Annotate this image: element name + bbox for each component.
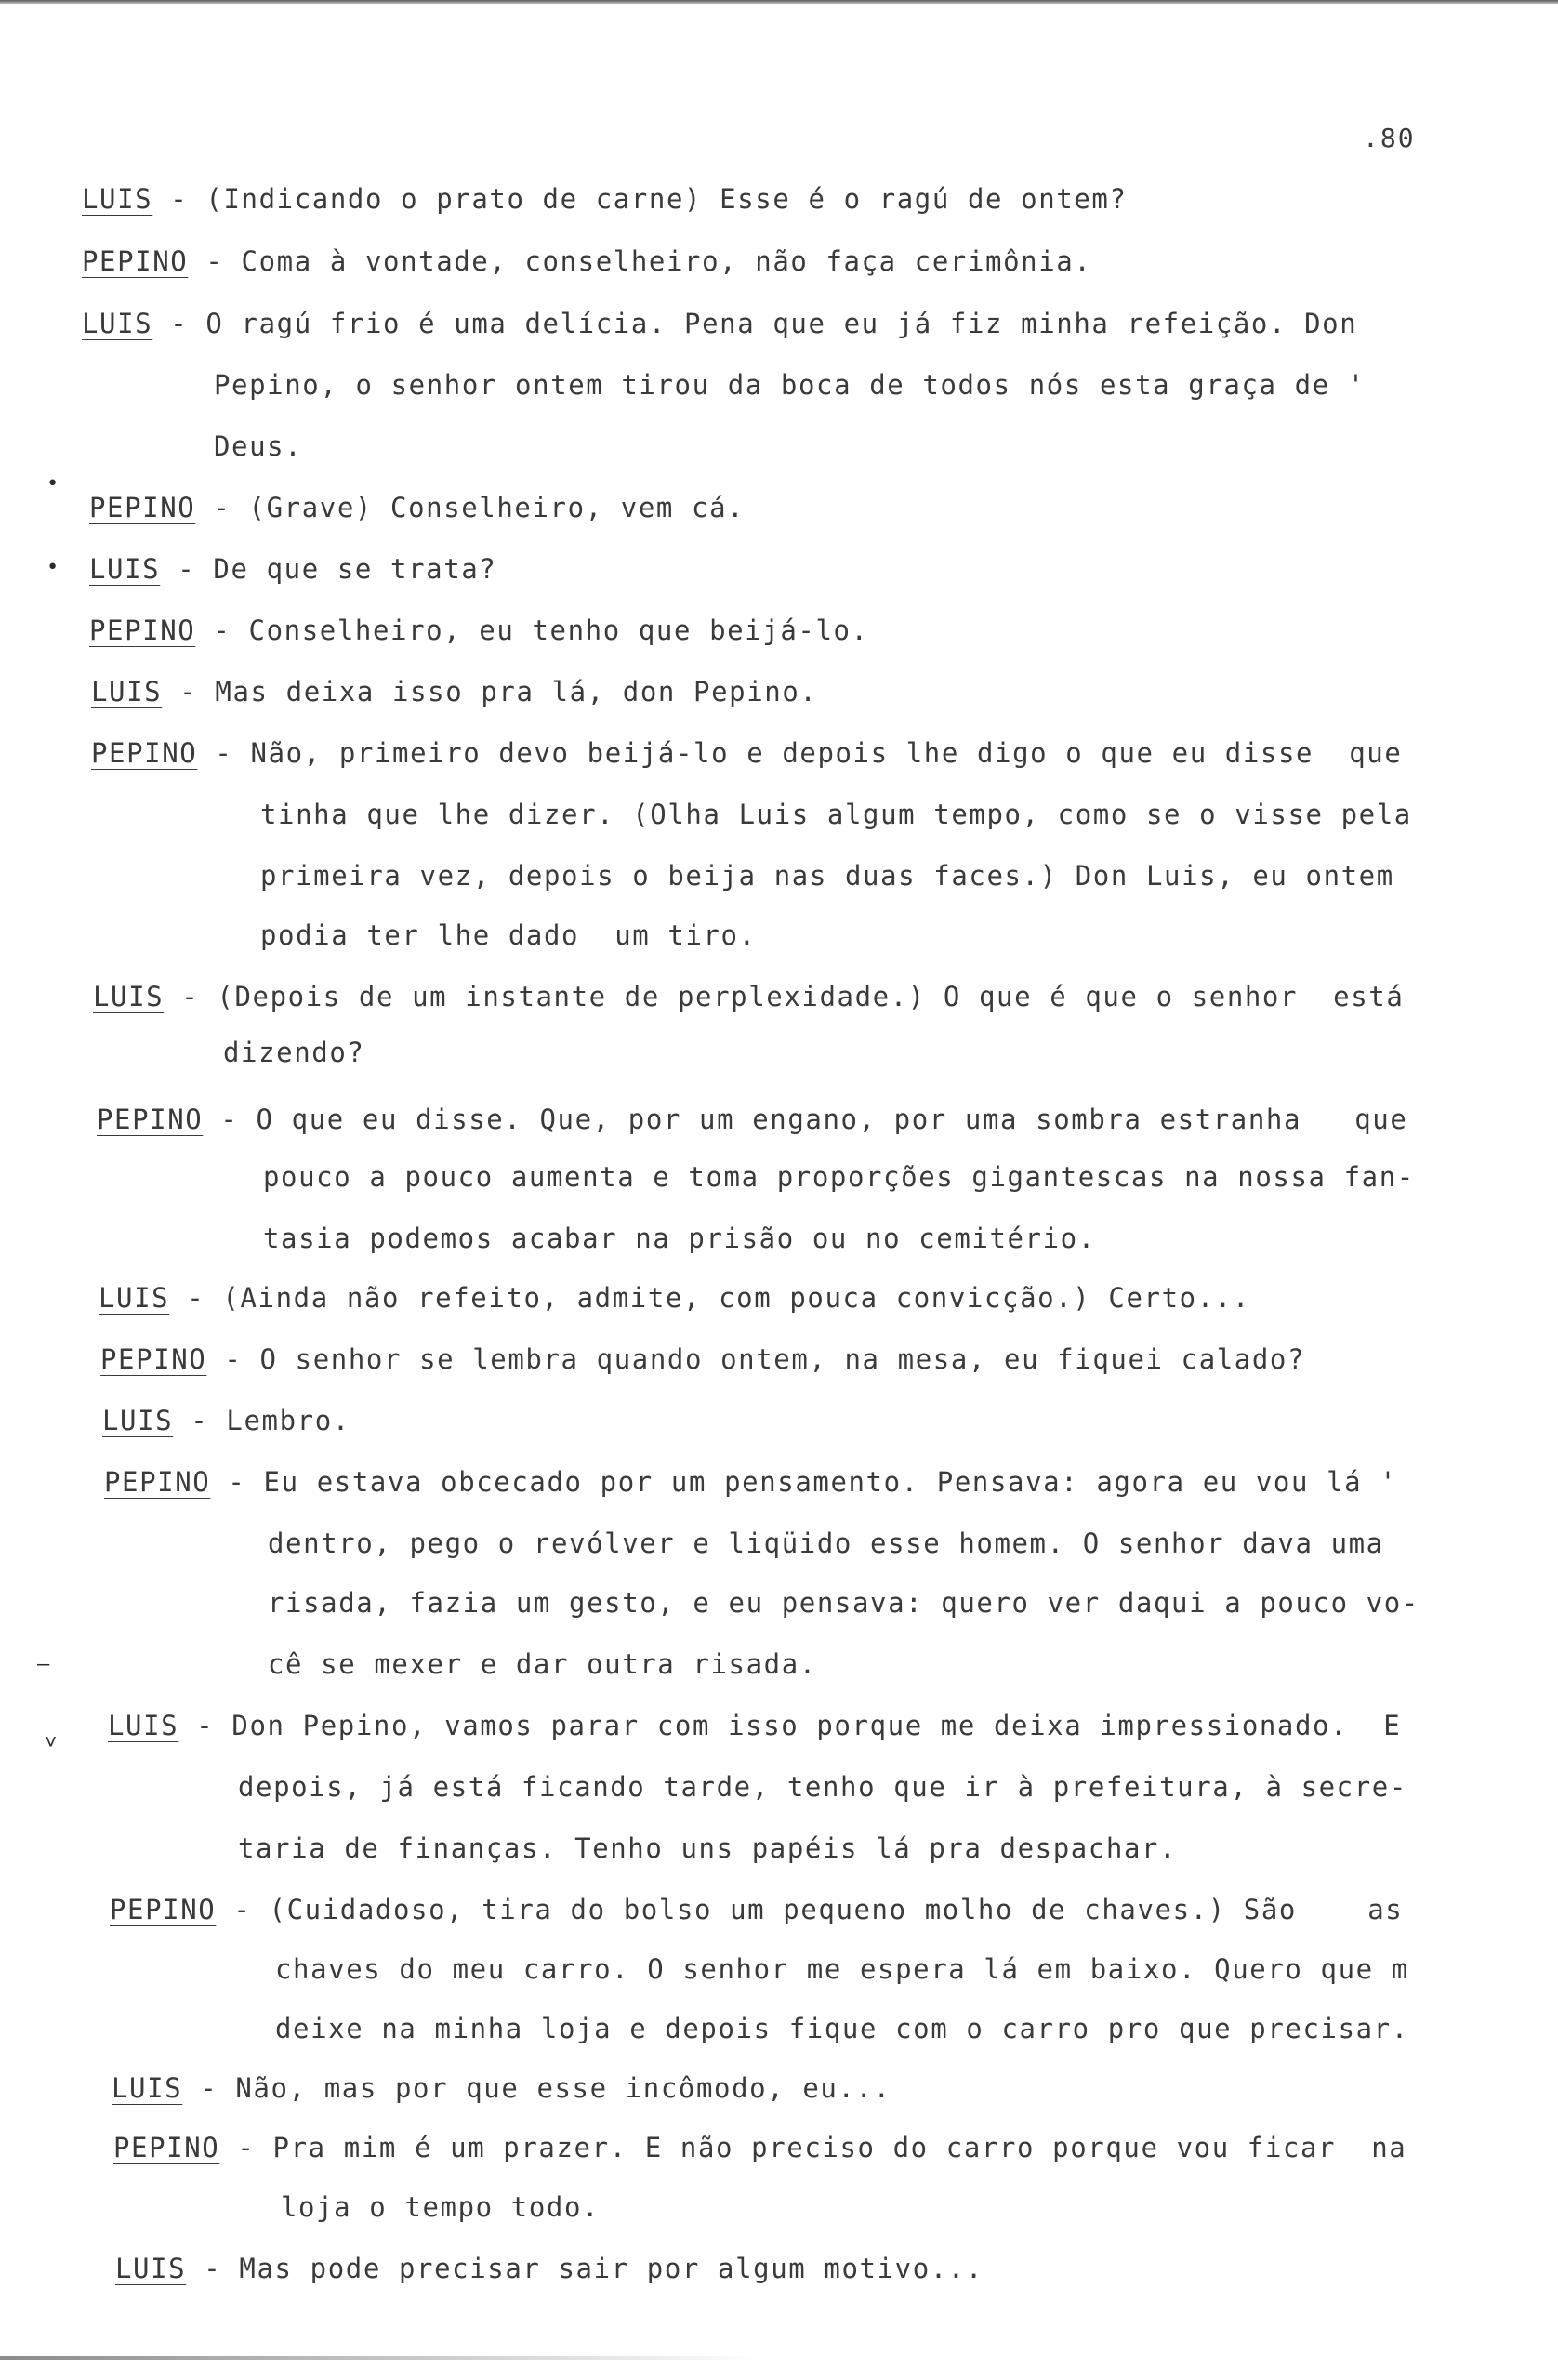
line-text: - (Grave) Conselheiro, vem cá. <box>195 492 746 523</box>
dialogue-line <box>281 2191 601 2223</box>
line-text: - Lembro. <box>173 1405 350 1436</box>
line-text: cê se mexer e dar outra risada. <box>268 1648 817 1680</box>
speaker-name: PEPINO <box>89 615 196 646</box>
dialogue-line <box>275 1953 1409 1985</box>
page-number: .80 <box>1363 123 1416 153</box>
speaker-name: LUIS <box>102 1405 174 1436</box>
line-text: - O ragú frio é uma delícia. Pena que eu já fiz minha refeição. Don <box>152 308 1358 339</box>
line-text: - De que se trata? <box>160 553 497 585</box>
line-text: - O que eu disse. Que, por um engano, por uma sombra estranha que <box>203 1104 1408 1135</box>
line-text: - Mas pode precisar sair por algum motivo... <box>186 2253 984 2284</box>
dialogue-line <box>91 737 1403 769</box>
dialogue-line <box>268 1648 817 1680</box>
margin-bullet-mark: • <box>46 472 59 496</box>
dialogue-line <box>89 553 497 585</box>
dialogue-line <box>108 1712 1401 1739</box>
dialogue-line <box>275 2013 1409 2044</box>
dialogue-line <box>102 1405 350 1436</box>
dialogue-line <box>104 1466 1398 1498</box>
dialogue-line <box>238 1771 1407 1803</box>
line-text: taria de finanças. Tenho uns papéis lá pra despachar. <box>238 1832 1178 1864</box>
dialogue-line <box>238 1832 1178 1864</box>
line-text: - Conselheiro, eu tenho que beijá-lo. <box>195 615 869 646</box>
line-text: Deus. <box>214 430 303 462</box>
line-text: deixe na minha loja e depois fique com o carro pro que precisar. <box>275 2013 1409 2044</box>
line-text: risada, fazia um gesto, e eu pensava: quero ver daqui a pouco vo- <box>268 1587 1419 1619</box>
line-text: - Pra mim é um prazer. E não preciso do carro porque vou ficar na <box>219 2132 1407 2163</box>
speaker-name: PEPINO <box>89 492 196 523</box>
speaker-name: PEPINO <box>82 245 189 277</box>
line-text: depois, já está ficando tarde, tenho que ir à prefeitura, à secre- <box>238 1771 1407 1803</box>
speaker-name: LUIS <box>91 676 163 707</box>
dialogue-line <box>263 1225 1096 1252</box>
speaker-name: LUIS <box>99 1282 170 1314</box>
scan-edge-bottom <box>0 2356 762 2360</box>
speaker-name: PEPINO <box>97 1104 204 1135</box>
line-text: podia ter lhe dado um tiro. <box>260 919 757 951</box>
speaker-name: PEPINO <box>100 1343 207 1375</box>
line-text: - Don Pepino, vamos parar com isso porque me deixa impressionado. E <box>178 1710 1402 1741</box>
dialogue-line <box>113 2132 1407 2163</box>
line-text: dentro, pego o revólver e liqüido esse homem. O senhor dava uma <box>268 1527 1384 1559</box>
line-text: loja o tempo todo. <box>281 2191 601 2223</box>
margin-dash-mark: – <box>37 1653 50 1676</box>
speaker-name: PEPINO <box>104 1466 211 1498</box>
dialogue-line <box>82 308 1358 339</box>
speaker-name: LUIS <box>108 1710 179 1741</box>
dialogue-line <box>214 430 303 462</box>
line-text: dizendo? <box>223 1037 365 1068</box>
line-text: - (Depois de um instante de perplexidade.) O que é que o senhor está <box>164 981 1405 1012</box>
line-text: - Não, mas por que esse incômodo, eu... <box>182 2072 891 2104</box>
dialogue-line <box>268 1527 1384 1559</box>
speaker-name: LUIS <box>115 2253 187 2284</box>
margin-bullet-mark: • <box>46 556 59 579</box>
line-text: - Eu estava obcecado por um pensamento. Pensava: agora eu vou lá ' <box>210 1466 1398 1498</box>
dialogue-line <box>91 676 818 707</box>
line-text: - (Indicando o prato de carne) Esse é o ragú de ontem? <box>152 183 1128 215</box>
dialogue-line <box>115 2255 984 2282</box>
dialogue-line <box>89 492 746 523</box>
line-text: primeira vez, depois o beija nas duas faces.) Don Luis, eu ontem <box>260 860 1394 892</box>
speaker-name: LUIS <box>112 2072 183 2104</box>
dialogue-line <box>263 1161 1415 1193</box>
margin-arrow-mark: ˅ <box>45 1731 58 1754</box>
dialogue-line <box>110 1894 1404 1925</box>
dialogue-line <box>89 617 869 644</box>
line-text: tinha que lhe dizer. (Olha Luis algum tempo, como se o visse pela <box>260 799 1412 830</box>
line-text: - Não, primeiro devo beijá-lo e depois lhe digo o que eu disse que <box>197 737 1403 769</box>
dialogue-line <box>223 1039 364 1066</box>
speaker-name: PEPINO <box>113 2132 220 2163</box>
dialogue-line <box>99 1282 1250 1314</box>
speaker-name: PEPINO <box>110 1894 217 1925</box>
line-text: - Mas deixa isso pra lá, don Pepino. <box>162 676 818 707</box>
line-text: - Coma à vontade, conselheiro, não faça cerimônia. <box>188 245 1092 277</box>
line-text: chaves do meu carro. O senhor me espera lá em baixo. Quero que m <box>275 1953 1409 1985</box>
dialogue-line <box>82 245 1092 277</box>
dialogue-line <box>112 2072 891 2104</box>
speaker-name: PEPINO <box>91 737 198 769</box>
speaker-name: LUIS <box>89 553 161 585</box>
dialogue-line <box>82 183 1128 215</box>
line-text: - (Ainda não refeito, admite, com pouca convicção.) Certo... <box>169 1282 1250 1314</box>
dialogue-line <box>97 1106 1407 1133</box>
dialogue-line <box>260 801 1412 828</box>
speaker-name: LUIS <box>93 981 165 1012</box>
scan-edge-top <box>0 0 1558 4</box>
dialogue-line <box>214 369 1366 401</box>
dialogue-line <box>93 981 1405 1012</box>
dialogue-line <box>100 1343 1306 1375</box>
dialogue-line <box>260 860 1394 892</box>
line-text: - O senhor se lembra quando ontem, na mesa, eu fiquei calado? <box>206 1343 1306 1375</box>
line-text: Pepino, o senhor ontem tirou da boca de todos nós esta graça de ' <box>214 369 1366 401</box>
dialogue-line <box>260 919 757 951</box>
speaker-name: LUIS <box>82 183 153 215</box>
line-text: pouco a pouco aumenta e toma proporções gigantescas na nossa fan- <box>263 1161 1415 1193</box>
line-text: - (Cuidadoso, tira do bolso um pequeno molho de chaves.) São as <box>216 1894 1404 1925</box>
dialogue-line <box>268 1587 1419 1619</box>
line-text: tasia podemos acabar na prisão ou no cemitério. <box>263 1223 1096 1254</box>
speaker-name: LUIS <box>82 308 153 339</box>
